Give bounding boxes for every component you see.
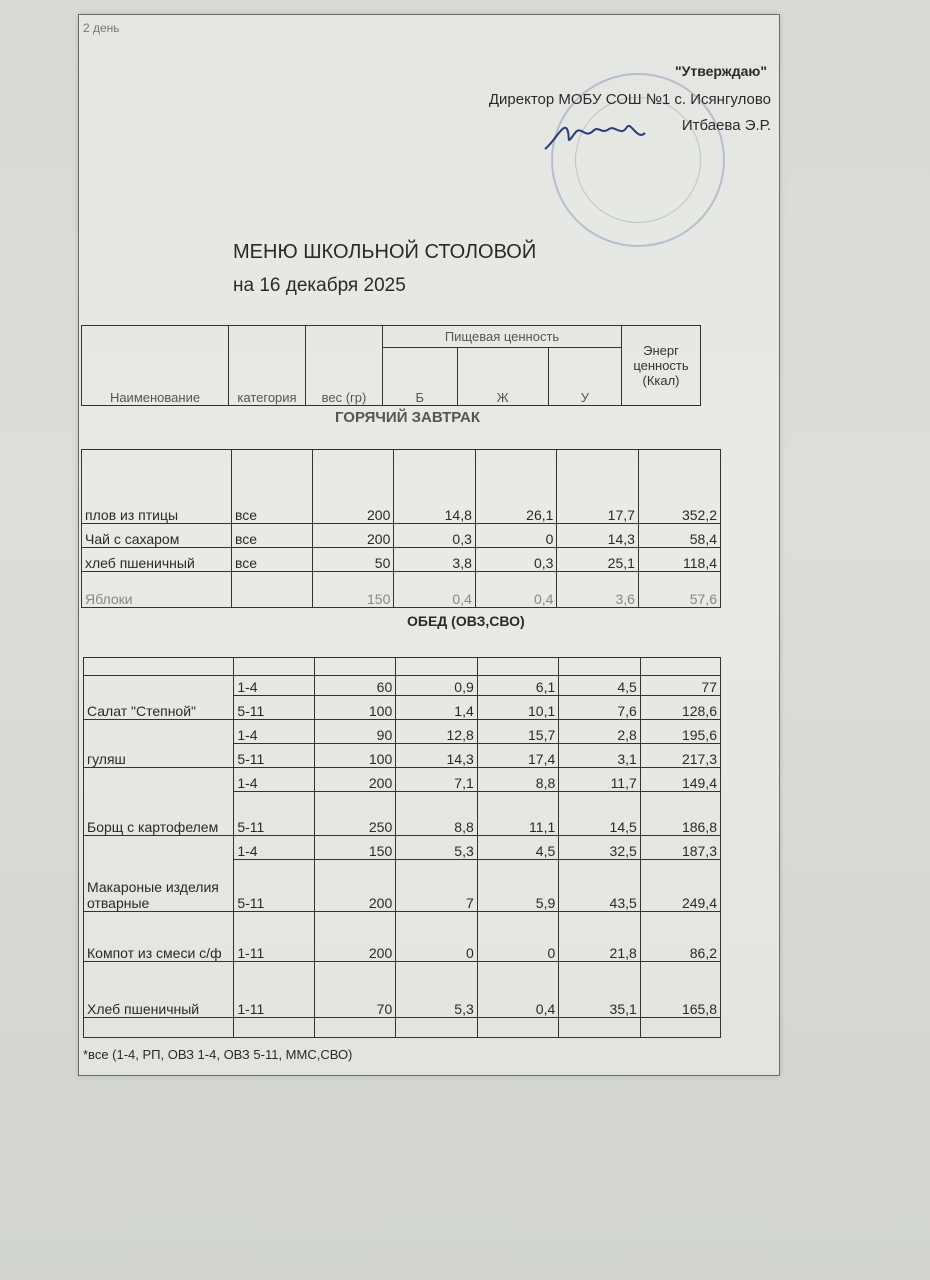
cell-cat: 1-4 <box>234 720 315 744</box>
cell-cat: 1-11 <box>234 912 315 962</box>
cell-zh: 11,1 <box>477 792 559 836</box>
cell-b: 12,8 <box>396 720 478 744</box>
cell-w: 200 <box>314 860 395 912</box>
cell-e: 352,2 <box>638 450 720 524</box>
menu-title: МЕНЮ ШКОЛЬНОЙ СТОЛОВОЙ <box>233 241 537 263</box>
cell-cat: все <box>231 548 312 572</box>
lunch-table <box>83 657 721 1038</box>
cell-u: 2,8 <box>559 720 641 744</box>
dish-name: Борщ с картофелем <box>84 768 234 836</box>
cell-zh: 0 <box>475 524 557 548</box>
cell-e: 217,3 <box>640 744 720 768</box>
cell-zh: 26,1 <box>475 450 557 524</box>
cell-w: 200 <box>313 524 394 548</box>
dish-name: Салат "Степной" <box>84 676 234 720</box>
table-row <box>84 768 721 792</box>
cell-w: 70 <box>314 962 395 1018</box>
menu-date: на 16 декабря 2025 <box>233 275 406 296</box>
menu-header-table <box>81 325 701 406</box>
cell-u: 25,1 <box>557 548 639 572</box>
col-energy: Энерг ценность (Ккал) <box>622 326 701 406</box>
cell-empty <box>234 1018 315 1038</box>
cell-w: 100 <box>314 696 395 720</box>
cell-cat: 1-11 <box>234 962 315 1018</box>
cell-zh: 0,4 <box>477 962 559 1018</box>
cell-e: 187,3 <box>640 836 720 860</box>
table-row <box>82 450 721 524</box>
cell-u: 11,7 <box>559 768 641 792</box>
director-line: Директор МОБУ СОШ №1 с. Исянгулово <box>488 91 771 108</box>
cell-w: 200 <box>314 768 395 792</box>
col-nutrition: Пищевая ценность <box>383 326 622 348</box>
cell-zh: 0 <box>477 912 559 962</box>
cell-b: 1,4 <box>396 696 478 720</box>
table-row <box>84 720 721 744</box>
cell-u: 14,5 <box>559 792 641 836</box>
cell-b: 7,1 <box>396 768 478 792</box>
cell-zh: 4,5 <box>477 836 559 860</box>
cell-b: 0,4 <box>394 572 476 608</box>
table-row <box>82 524 721 548</box>
cell-empty <box>396 658 478 676</box>
cell-empty <box>314 658 395 676</box>
breakfast-table <box>81 449 721 608</box>
footnote: *все (1-4, РП, ОВЗ 1-4, ОВЗ 5-11, ММС,СВО) <box>83 1047 353 1062</box>
cell-empty <box>559 658 641 676</box>
cell-b: 7 <box>396 860 478 912</box>
cell-cat: 1-4 <box>234 676 315 696</box>
cell-cat <box>231 572 312 608</box>
cell-empty <box>559 1018 641 1038</box>
cell-empty <box>640 658 720 676</box>
section-lunch: ОБЕД (ОВЗ,СВО) <box>407 613 525 629</box>
cell-u: 21,8 <box>559 912 641 962</box>
cell-b: 0,9 <box>396 676 478 696</box>
cell-e: 118,4 <box>638 548 720 572</box>
table-row <box>84 658 721 676</box>
cell-e: 128,6 <box>640 696 720 720</box>
col-category: категория <box>229 326 306 406</box>
col-u: У <box>548 348 621 406</box>
cell-empty <box>640 1018 720 1038</box>
cell-w: 150 <box>314 836 395 860</box>
cell-cat: 1-4 <box>234 836 315 860</box>
cell-w: 150 <box>313 572 394 608</box>
cell-zh: 8,8 <box>477 768 559 792</box>
cell-e: 77 <box>640 676 720 696</box>
cell-cat: 5-11 <box>234 792 315 836</box>
cell-empty <box>477 1018 559 1038</box>
cell-zh: 10,1 <box>477 696 559 720</box>
cell-w: 250 <box>314 792 395 836</box>
cell-u: 4,5 <box>559 676 641 696</box>
cell-w: 90 <box>314 720 395 744</box>
cell-empty <box>396 1018 478 1038</box>
col-b: Б <box>383 348 458 406</box>
director-name: Итбаева Э.Р. <box>681 117 771 134</box>
table-row <box>84 1018 721 1038</box>
cell-zh: 6,1 <box>477 676 559 696</box>
dish-name: Макароные изделия отварные <box>84 836 234 912</box>
cell-zh: 17,4 <box>477 744 559 768</box>
table-row <box>84 836 721 860</box>
cell-name: хлеб пшеничный <box>82 548 232 572</box>
day-label: 2 день <box>83 21 120 35</box>
cell-cat: все <box>231 450 312 524</box>
dish-name: гуляш <box>84 720 234 768</box>
cell-b: 0 <box>396 912 478 962</box>
cell-u: 14,3 <box>557 524 639 548</box>
cell-e: 195,6 <box>640 720 720 744</box>
cell-w: 200 <box>313 450 394 524</box>
cell-e: 86,2 <box>640 912 720 962</box>
cell-b: 14,3 <box>396 744 478 768</box>
cell-empty <box>314 1018 395 1038</box>
cell-cat: 1-4 <box>234 768 315 792</box>
cell-e: 58,4 <box>638 524 720 548</box>
section-breakfast: ГОРЯЧИЙ ЗАВТРАК <box>335 409 480 426</box>
cell-cat: все <box>231 524 312 548</box>
cell-w: 60 <box>314 676 395 696</box>
cell-name: Чай с сахаром <box>82 524 232 548</box>
approval-text: "Утверждаю" <box>675 63 767 79</box>
table-row <box>84 912 721 962</box>
cell-zh: 0,3 <box>475 548 557 572</box>
cell-b: 14,8 <box>394 450 476 524</box>
cell-zh: 0,4 <box>475 572 557 608</box>
col-name: Наименование <box>82 326 229 406</box>
cell-name: плов из птицы <box>82 450 232 524</box>
cell-b: 0,3 <box>394 524 476 548</box>
cell-e: 149,4 <box>640 768 720 792</box>
cell-cat: 5-11 <box>234 696 315 720</box>
cell-u: 43,5 <box>559 860 641 912</box>
cell-e: 165,8 <box>640 962 720 1018</box>
cell-cat: 5-11 <box>234 860 315 912</box>
cell-empty <box>84 1018 234 1038</box>
dish-name: Хлеб пшеничный <box>84 962 234 1018</box>
cell-w: 50 <box>313 548 394 572</box>
cell-e: 249,4 <box>640 860 720 912</box>
table-row <box>82 548 721 572</box>
cell-zh: 15,7 <box>477 720 559 744</box>
table-row <box>84 676 721 696</box>
cell-name: Яблоки <box>82 572 232 608</box>
cell-e: 57,6 <box>638 572 720 608</box>
cell-u: 3,1 <box>559 744 641 768</box>
cell-e: 186,8 <box>640 792 720 836</box>
cell-b: 5,3 <box>396 962 478 1018</box>
cell-empty <box>84 658 234 676</box>
cell-u: 32,5 <box>559 836 641 860</box>
cell-zh: 5,9 <box>477 860 559 912</box>
col-weight: вес (гр) <box>306 326 383 406</box>
cell-b: 3,8 <box>394 548 476 572</box>
cell-u: 7,6 <box>559 696 641 720</box>
cell-u: 35,1 <box>559 962 641 1018</box>
cell-w: 100 <box>314 744 395 768</box>
table-row <box>82 572 721 608</box>
cell-empty <box>234 658 315 676</box>
cell-b: 8,8 <box>396 792 478 836</box>
dish-name: Компот из смеси с/ф <box>84 912 234 962</box>
menu-sheet <box>78 14 780 1076</box>
cell-w: 200 <box>314 912 395 962</box>
cell-u: 3,6 <box>557 572 639 608</box>
col-zh: Ж <box>457 348 548 406</box>
cell-b: 5,3 <box>396 836 478 860</box>
cell-u: 17,7 <box>557 450 639 524</box>
cell-cat: 5-11 <box>234 744 315 768</box>
signature <box>541 111 651 161</box>
table-row <box>84 962 721 1018</box>
cell-empty <box>477 658 559 676</box>
